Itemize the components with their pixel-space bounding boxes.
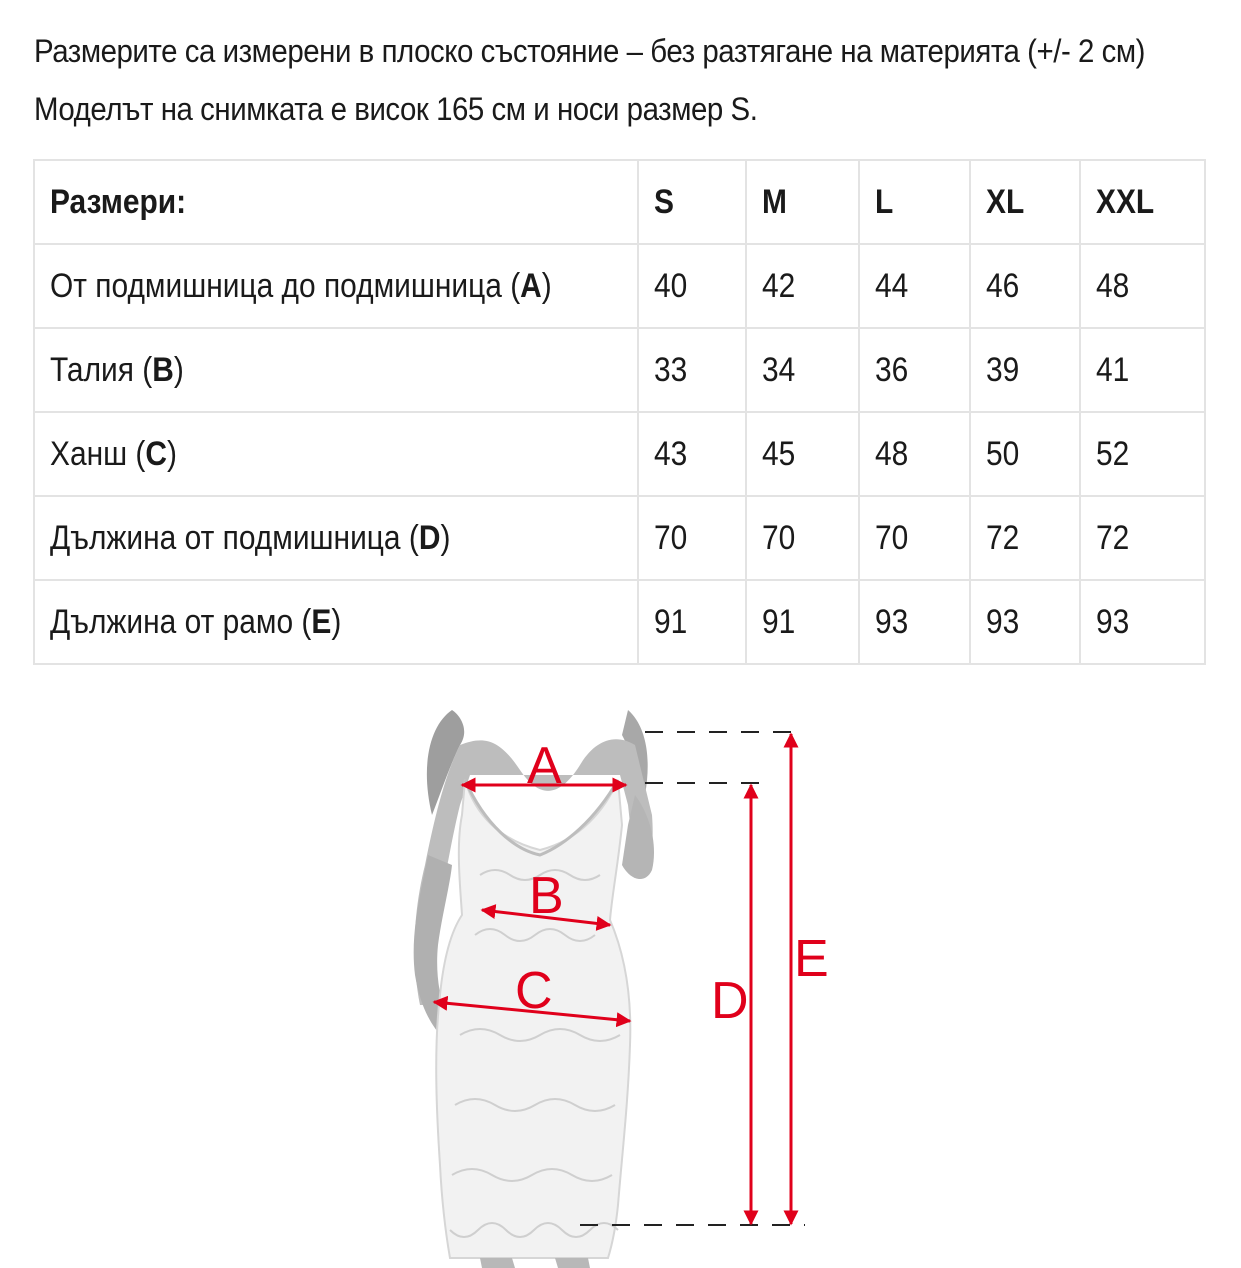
label-e: E: [794, 930, 829, 988]
size-header-xxl: XXL: [1080, 160, 1205, 244]
table-row: [34, 496, 1205, 580]
size-header-s: S: [638, 160, 746, 244]
table-cell: 93: [970, 580, 1080, 664]
table-cell: 48: [859, 412, 970, 496]
table-cell: 33: [638, 328, 746, 412]
intro-text: [34, 22, 1146, 138]
measurement-diagram: [390, 705, 830, 1268]
table-cell: 43: [638, 412, 746, 496]
row-label-waist: Талия (B): [34, 328, 638, 412]
row-label-hips: Ханш (C): [34, 412, 638, 496]
table-cell: 70: [746, 496, 859, 580]
table-cell: 48: [1080, 244, 1205, 328]
row-label-armpit: От подмишница до подмишница (A): [34, 244, 638, 328]
model-legs: [480, 1258, 590, 1268]
table-cell: 46: [970, 244, 1080, 328]
intro-line-measurement-note: Размерите са измерени в плоско състояние – без разтягане на материята (+/- 2 см): [34, 33, 1146, 69]
table-cell: 45: [746, 412, 859, 496]
table-cell: 93: [1080, 580, 1205, 664]
table-row: [34, 412, 1205, 496]
size-table: [33, 159, 1206, 665]
model-illustration: [390, 705, 830, 1268]
table-cell: 36: [859, 328, 970, 412]
table-row: [34, 244, 1205, 328]
row-label-length-shoulder: Дължина от рамо (E): [34, 580, 638, 664]
table-cell: 72: [970, 496, 1080, 580]
table-cell: 72: [1080, 496, 1205, 580]
label-b: B: [529, 867, 564, 925]
table-cell: 91: [638, 580, 746, 664]
size-table-header-label: Размери:: [34, 160, 638, 244]
table-row: [34, 580, 1205, 664]
table-cell: 70: [859, 496, 970, 580]
table-cell: 91: [746, 580, 859, 664]
intro-line-model-note: Моделът на снимката е висок 165 см и носи размер S.: [34, 91, 758, 127]
table-cell: 70: [638, 496, 746, 580]
label-c: C: [515, 962, 553, 1020]
size-table-header-row: [34, 160, 1205, 244]
table-cell: 39: [970, 328, 1080, 412]
size-header-xl: XL: [970, 160, 1080, 244]
label-d: D: [711, 972, 749, 1030]
label-a: A: [527, 737, 562, 795]
table-cell: 40: [638, 244, 746, 328]
table-cell: 42: [746, 244, 859, 328]
row-label-length-armpit: Дължина от подмишница (D): [34, 496, 638, 580]
size-header-l: L: [859, 160, 970, 244]
table-cell: 93: [859, 580, 970, 664]
table-cell: 52: [1080, 412, 1205, 496]
table-cell: 41: [1080, 328, 1205, 412]
table-cell: 44: [859, 244, 970, 328]
table-cell: 34: [746, 328, 859, 412]
table-cell: 50: [970, 412, 1080, 496]
size-header-m: M: [746, 160, 859, 244]
table-row: [34, 328, 1205, 412]
